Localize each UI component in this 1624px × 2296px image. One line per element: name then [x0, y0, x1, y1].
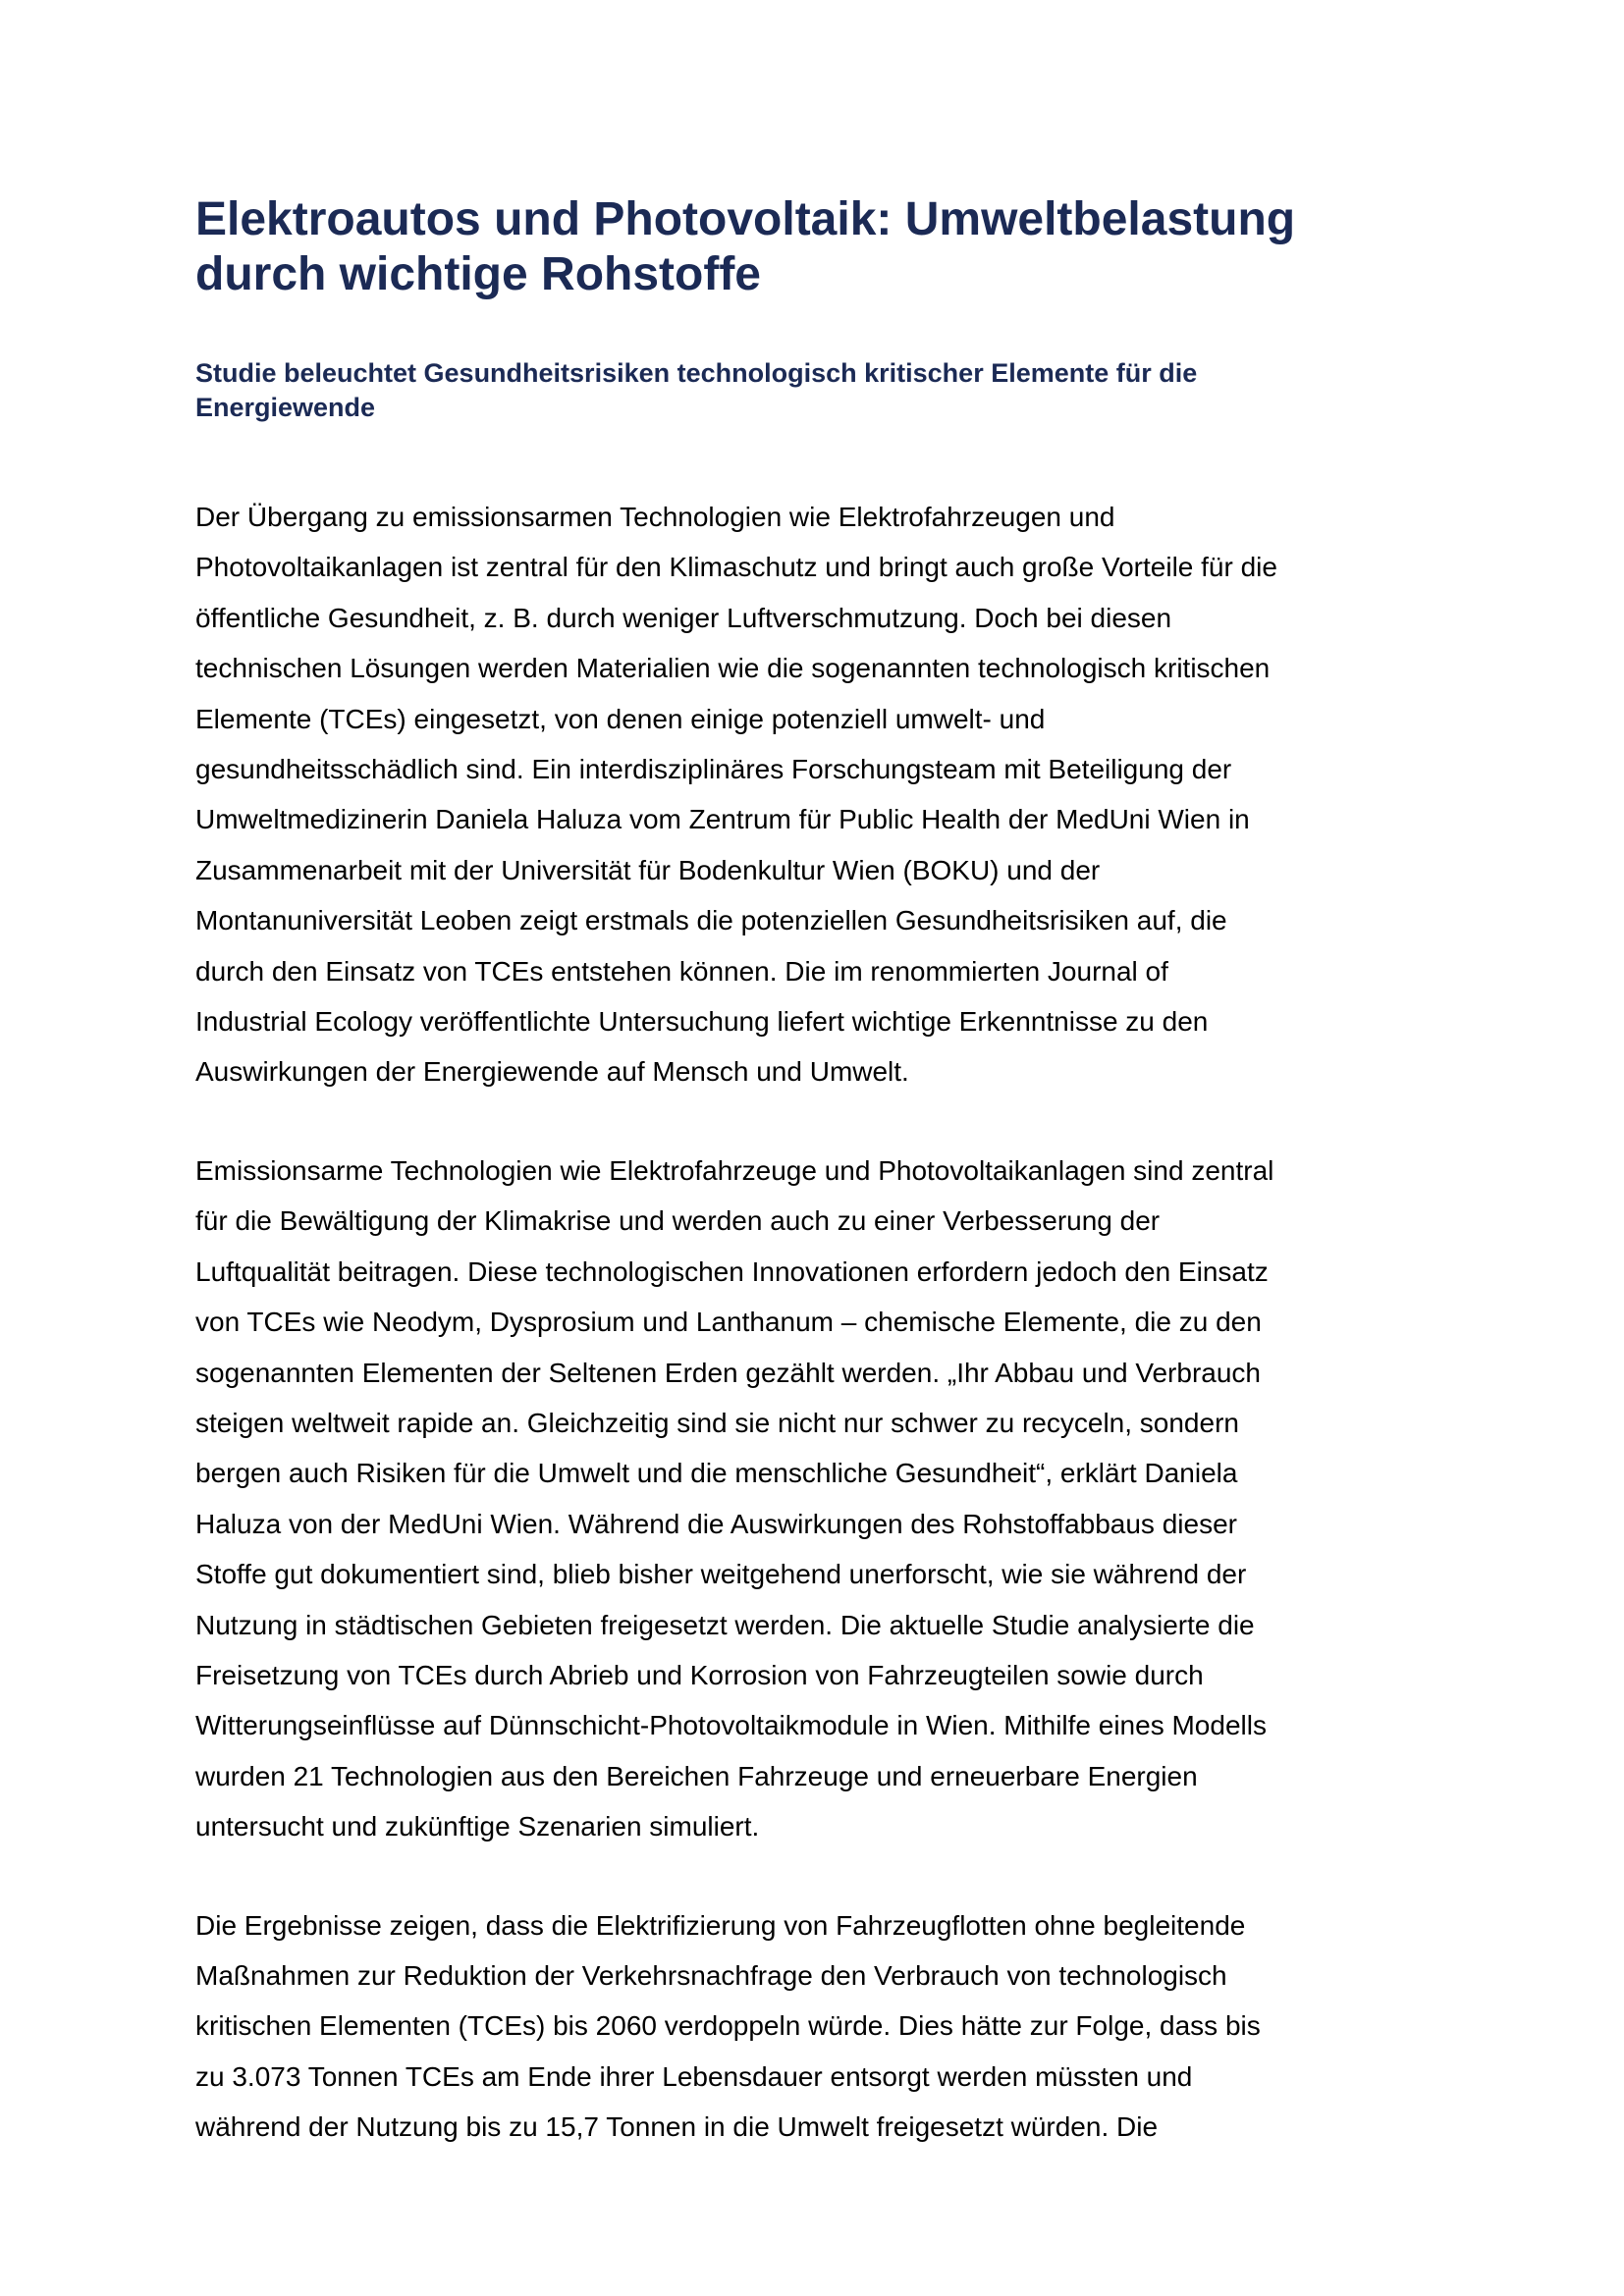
- paragraph-line: Maßnahmen zur Reduktion der Verkehrsnachfrage den Verbrauch von technologisch: [195, 1959, 1227, 1991]
- paragraph-line: bergen auch Risiken für die Umwelt und die menschliche Gesundheit“, erklärt Daniela: [195, 1458, 1238, 1489]
- subtitle-line: Studie beleuchtet Gesundheitsrisiken technologisch kritischer Elemente für die: [195, 358, 1198, 388]
- paragraph-line: untersucht und zukünftige Szenarien simuliert.: [195, 1811, 760, 1842]
- paragraph-line: sogenannten Elementen der Seltenen Erden gezählt werden. „Ihr Abbau und Verbrauch: [195, 1357, 1261, 1388]
- title-line: Elektroautos und Photovoltaik: Umweltbelastung: [195, 193, 1296, 245]
- article-title: [195, 192, 1442, 302]
- paragraph-line: Die Ergebnisse zeigen, dass die Elektrifizierung von Fahrzeugflotten ohne begleitende: [195, 1909, 1246, 1941]
- article-subtitle: [195, 356, 1442, 425]
- paragraph-line: wurden 21 Technologien aus den Bereichen Fahrzeuge und erneuerbare Energien: [195, 1760, 1198, 1791]
- title-line: durch wichtige Rohstoffe: [195, 248, 761, 300]
- paragraph-line: Nutzung in städtischen Gebieten freigesetzt werden. Die aktuelle Studie analysierte die: [195, 1609, 1255, 1640]
- paragraph-line: Umweltmedizinerin Daniela Haluza vom Zentrum für Public Health der MedUni Wien in: [195, 804, 1250, 835]
- paragraph-line: Freisetzung von TCEs durch Abrieb und Korrosion von Fahrzeugteilen sowie durch: [195, 1659, 1204, 1690]
- paragraph-line: Elemente (TCEs) eingesetzt, von denen einige potenziell umwelt- und: [195, 703, 1046, 734]
- paragraph-line: durch den Einsatz von TCEs entstehen können. Die im renommierten Journal of: [195, 955, 1168, 987]
- subtitle-line: Energiewende: [195, 393, 376, 422]
- body-paragraph-1: [195, 492, 1442, 1097]
- paragraph-line: Haluza von der MedUni Wien. Während die Auswirkungen des Rohstoffabbaus dieser: [195, 1508, 1237, 1539]
- paragraph-line: steigen weltweit rapide an. Gleichzeitig sind sie nicht nur schwer zu recyceln, sondern: [195, 1407, 1239, 1438]
- body-paragraph-3: [195, 1900, 1442, 2153]
- paragraph-line: technischen Lösungen werden Materialien wie die sogenannten technologisch kritischen: [195, 653, 1271, 684]
- paragraph-line: Luftqualität beitragen. Diese technologischen Innovationen erfordern jedoch den Einsatz: [195, 1255, 1269, 1287]
- paragraph-line: Stoffe gut dokumentiert sind, blieb bisher weitgehend unerforscht, wie sie während der: [195, 1559, 1247, 1590]
- paragraph-line: Photovoltaikanlagen ist zentral für den Klimaschutz und bringt auch große Vorteile für die: [195, 552, 1277, 583]
- paragraph-line: kritischen Elementen (TCEs) bis 2060 verdoppeln würde. Dies hätte zur Folge, dass bis: [195, 2010, 1261, 2042]
- paragraph-line: von TCEs wie Neodym, Dysprosium und Lanthanum – chemische Elemente, die zu den: [195, 1307, 1262, 1338]
- paragraph-line: Witterungseinflüsse auf Dünnschicht-Photovoltaikmodule in Wien. Mithilfe eines Modells: [195, 1710, 1267, 1741]
- paragraph-line: für die Bewältigung der Klimakrise und werden auch zu einer Verbesserung der: [195, 1205, 1161, 1237]
- body-paragraph-2: [195, 1146, 1442, 1852]
- paragraph-line: Industrial Ecology veröffentlichte Untersuchung liefert wichtige Erkenntnisse zu den: [195, 1006, 1209, 1038]
- paragraph-line: Montanuniversität Leoben zeigt erstmals die potenziellen Gesundheitsrisiken auf, die: [195, 905, 1227, 936]
- paragraph-line: Auswirkungen der Energiewende auf Mensch und Umwelt.: [195, 1056, 909, 1088]
- paragraph-line: Emissionsarme Technologien wie Elektrofahrzeuge und Photovoltaikanlagen sind zentral: [195, 1154, 1274, 1186]
- paragraph-line: zu 3.073 Tonnen TCEs am Ende ihrer Lebensdauer entsorgt werden müssten und: [195, 2060, 1193, 2092]
- document-page: [195, 192, 1442, 2153]
- paragraph-line: Zusammenarbeit mit der Universität für Bodenkultur Wien (BOKU) und der: [195, 854, 1101, 885]
- paragraph-line: Der Übergang zu emissionsarmen Technologien wie Elektrofahrzeugen und: [195, 502, 1115, 532]
- paragraph-line: öffentliche Gesundheit, z. B. durch weniger Luftverschmutzung. Doch bei diesen: [195, 602, 1172, 633]
- paragraph-line: während der Nutzung bis zu 15,7 Tonnen in die Umwelt freigesetzt würden. Die: [195, 2111, 1159, 2143]
- paragraph-line: gesundheitsschädlich sind. Ein interdisziplinäres Forschungsteam mit Beteiligung der: [195, 754, 1232, 785]
